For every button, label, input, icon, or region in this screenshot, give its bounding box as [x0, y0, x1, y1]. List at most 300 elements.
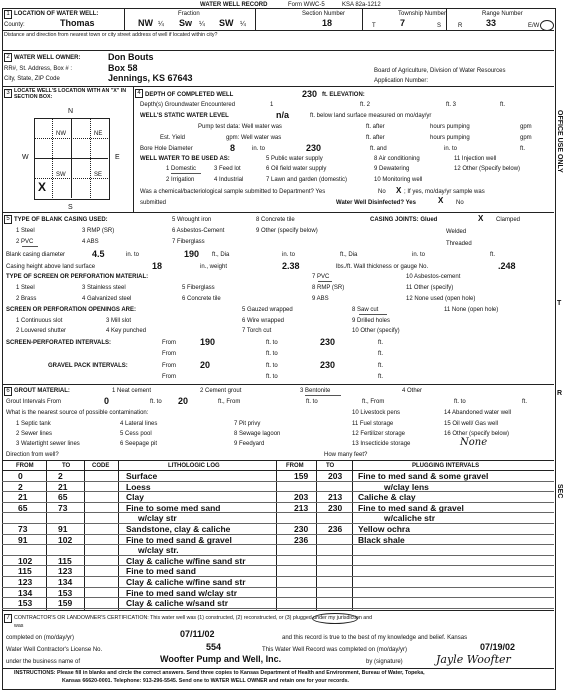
spi-to: 230	[320, 337, 336, 347]
fraction-2: Sw	[179, 18, 193, 28]
screen-1: 1 Steel	[16, 285, 35, 291]
blank-in-to-2: in. to	[412, 252, 426, 258]
record-date: 07/19/02	[480, 642, 516, 652]
grout-intervals-label: Grout Intervals From	[6, 399, 62, 405]
log-from: 0	[18, 471, 23, 481]
bore-and: ft. and	[370, 146, 387, 152]
plug-description: w/caliche str	[384, 513, 436, 524]
pump-gpm: gpm	[520, 124, 532, 130]
grout-to: 20	[178, 396, 189, 406]
gw-label: Depth(s) Groundwater Encountered	[140, 102, 236, 108]
gauge-value: .248	[498, 261, 516, 271]
spi-ftto-2: ft. to	[266, 351, 278, 357]
table-row	[8, 566, 274, 576]
log-to: 134	[58, 577, 73, 587]
blank-ft-dia-2: ft., Dia	[340, 252, 358, 258]
completed-label: completed on (mo/day/yr)	[6, 635, 75, 641]
completed-value: 07/11/02	[180, 629, 215, 639]
business-label: under the business name of	[6, 659, 81, 665]
log-description: Fine to med sand & gravel	[126, 534, 232, 545]
plug-description: Black shale	[358, 534, 405, 545]
opening-9: 9 Drilled holes	[352, 318, 391, 324]
plug-to: 230	[328, 502, 343, 513]
table-row	[8, 588, 274, 598]
casing-8: 8 Concrete tile	[256, 217, 295, 223]
opening-4: 4 Key punched	[106, 328, 147, 334]
casing-label: TYPE OF BLANK CASING USED:	[14, 217, 108, 223]
use-5: 5 Public water supply	[266, 156, 323, 162]
quarter-mark-3: ¼	[240, 21, 246, 28]
screen-5: 5 Fiberglass	[182, 285, 215, 291]
log-to: 115	[58, 555, 72, 566]
quadrant-se: SE	[94, 172, 103, 178]
screen-7: 7 PVC	[312, 274, 330, 280]
screen-9: 9 ABS	[312, 296, 329, 302]
bore-in-to: in. to	[444, 146, 458, 152]
joints-clamped: Clamped	[496, 217, 521, 223]
weight-tail: lbs./ft. Wall thickness or gauge No.	[336, 264, 429, 270]
spi-label: SCREEN-PERFORATED INTERVALS:	[6, 340, 112, 346]
log-from: 153	[18, 598, 33, 609]
range-r: R	[458, 23, 463, 29]
plug-description: Fine to med sand & gravel	[358, 502, 464, 513]
plug-from: 203	[294, 492, 309, 503]
grout-4: 4 Other	[402, 388, 423, 394]
log-to: 123	[58, 566, 73, 577]
owner-label: WATER WELL OWNER:	[14, 55, 81, 61]
use-6: 6 Oil field water supply	[266, 166, 327, 172]
disinfected-label: Water Well Disinfected? Yes	[336, 200, 416, 206]
opening-11: 11 None (open hole)	[444, 307, 499, 313]
log-from: 123	[18, 577, 33, 587]
address-label: RR#, St. Address, Box # :	[4, 66, 73, 72]
log-header-litho: LITHOLOGIC LOG	[168, 463, 220, 469]
sample-x: X	[396, 186, 402, 195]
county-label: County:	[4, 22, 25, 28]
bore-to: in. to	[252, 146, 266, 152]
sample-question: Was a chemical/bacteriological sample submitted to Department? Yes	[140, 189, 326, 195]
yield-ft: ft. after	[366, 135, 385, 141]
opening-7: 7 Torch cut	[242, 328, 272, 334]
grout-2: 2 Cement grout	[200, 388, 242, 394]
screen-8: 8 RMP (SR)	[312, 285, 345, 291]
gp-from-label: From	[162, 363, 176, 369]
disinfected-x: X	[438, 196, 444, 205]
casing-2: 2 PVC	[16, 239, 34, 245]
contam-16: 16 Other (specify below)	[444, 431, 510, 437]
plug-description: w/clay lens	[384, 481, 429, 492]
table-row	[8, 482, 274, 492]
casing-1: 1 Steel	[16, 228, 35, 234]
section-3-number: 3	[4, 89, 12, 98]
gp-ftto-2: ft. to	[266, 374, 278, 380]
log-header-code: CODE	[92, 463, 110, 469]
table-row	[276, 471, 550, 481]
screen-11: 11 Other (specify)	[406, 285, 454, 291]
gp-ft: ft.	[378, 363, 384, 369]
static-label: WELL'S STATIC WATER LEVEL	[140, 113, 229, 119]
spi-ftto: ft. to	[266, 340, 278, 346]
plug-to: 236	[328, 524, 343, 534]
log-description: Clay & caliche w/sand str	[126, 598, 229, 609]
log-description: Sandstone, clay & caliche	[126, 524, 231, 534]
static-value: n/a	[276, 110, 290, 120]
contamination-none: None	[460, 437, 488, 448]
log-from: 65	[18, 502, 28, 513]
log-to: 159	[58, 598, 73, 609]
gw-2: ft. 2	[360, 102, 371, 108]
depth-value: 230	[302, 89, 318, 99]
margin-t: T	[557, 300, 562, 307]
log-description: Fine to med sand w/clay str	[126, 587, 238, 598]
gp-label: GRAVEL PACK INTERVALS:	[48, 363, 128, 369]
opening-1: 1 Continuous slot	[16, 318, 63, 324]
table-row	[8, 535, 274, 545]
instructions-line-1: INSTRUCTIONS: Please fill in blanks and circle the correct answers. Send three copies to Kansas Department of Health and Environment, Bureau of Water, Topeka,	[14, 670, 425, 676]
license-value: 554	[206, 642, 222, 652]
table-row	[276, 482, 550, 492]
contam-7: 7 Pit privy	[234, 421, 261, 427]
quadrant-ne: NE	[94, 131, 103, 137]
contam-12: 12 Fertilizer storage	[352, 431, 406, 437]
grout-tail-4: ft. to	[454, 399, 466, 405]
table-row	[276, 503, 550, 513]
quarter-mark-1: ¼	[158, 21, 164, 28]
joints-welded: Welded	[446, 229, 467, 235]
use-2: 2 Irrigation	[166, 177, 195, 183]
log-header-from-2: FROM	[286, 463, 304, 469]
use-1: 1 Domestic	[166, 166, 197, 172]
county-value: Thomas	[60, 18, 95, 28]
quadrant-nw: NW	[56, 131, 66, 137]
table-row	[8, 545, 274, 555]
record-label: This Water Well Record was completed on (mo/day/yr)	[262, 647, 408, 653]
margin-r: R	[557, 390, 563, 397]
plug-from: 213	[294, 502, 309, 513]
joints-x: X	[478, 214, 484, 223]
yield-label: Est. Yield	[160, 135, 186, 141]
log-description: Fine to med sand	[126, 566, 196, 577]
joints-label: CASING JOINTS: Glued	[370, 217, 438, 223]
grout-tail-5: ft.	[522, 399, 528, 405]
margin-sec: SEC	[556, 484, 563, 499]
gp-to: 230	[320, 360, 336, 370]
fraction-1: NW	[138, 18, 153, 28]
sample-tail: ; If yes, mo/day/yr sample was	[404, 189, 485, 195]
log-description: w/clay str.	[138, 545, 179, 556]
section-number-label: Section Number	[302, 11, 346, 17]
bore-label: Bore Hole Diameter	[140, 146, 193, 152]
spi-ft: ft.	[378, 340, 384, 346]
opening-2: 2 Louvered shutter	[16, 328, 67, 334]
form-number: Form WWC-5	[288, 2, 325, 8]
spi-from-label: From	[162, 340, 176, 346]
log-to: 73	[58, 502, 68, 513]
fraction-label: Fraction	[178, 11, 200, 17]
log-from: 102	[18, 555, 33, 566]
certification-text: CONTRACTOR'S OR LANDOWNER'S CERTIFICATION: This water well was (1) constructed, (2) reconstructed, or (3) plugged under my jurisdiction and	[14, 615, 373, 621]
contam-2: 2 Sewer lines	[16, 431, 53, 437]
pump-hours: hours pumping	[430, 124, 470, 130]
log-description: Clay & caliche w/fine sand str	[126, 577, 246, 587]
section-4-number: 4	[135, 89, 143, 98]
use-10: 10 Monitoring well	[374, 177, 423, 183]
section-6-number: 6	[4, 387, 12, 396]
direction-label: Direction from well?	[6, 452, 59, 458]
screen-12: 12 None used (open hole)	[406, 296, 476, 302]
casing-7: 7 Fiberglass	[172, 239, 205, 245]
grout-tail-1: ft., From	[218, 399, 241, 405]
opening-3: 3 Mill slot	[106, 318, 132, 324]
compass-s: S	[68, 204, 73, 211]
casing-5: 5 Wrought iron	[172, 217, 212, 223]
pump-label: Pump test data: Well water was	[198, 124, 282, 130]
log-description: Clay & caliche w/fine sand str	[126, 555, 246, 566]
screen-label: TYPE OF SCREEN OR PERFORATION MATERIAL:	[6, 274, 149, 280]
log-to: 65	[58, 492, 68, 503]
table-row	[276, 492, 550, 502]
grout-to-label: ft. to	[150, 399, 162, 405]
range-value: 33	[486, 18, 497, 28]
plug-from: 236	[294, 534, 309, 545]
log-description: Fine to some med sand	[126, 502, 221, 513]
address-value: Box 58	[108, 63, 138, 73]
use-12: 12 Other (Specify below)	[454, 166, 521, 172]
application-label: Application Number:	[374, 78, 429, 84]
business-value: Woofter Pump and Well, Inc.	[160, 654, 282, 664]
contam-4: 4 Lateral lines	[120, 421, 158, 427]
range-dir: E/W	[528, 23, 540, 29]
plug-to: 213	[328, 492, 343, 503]
township-value: 7	[400, 18, 406, 28]
spi-from: 190	[200, 337, 216, 347]
instructions-line-2: Kansas 66620-0001. Telephone: 913-296-5545. Send one to WATER WELL OWNER and retain one for your records.	[62, 678, 349, 684]
casing-9: 9 Other (specify below)	[256, 228, 318, 234]
blank-dia-value: 4.5	[92, 249, 105, 259]
grout-from: 0	[104, 396, 110, 406]
plug-from: 159	[294, 471, 309, 481]
use-9: 9 Dewatering	[374, 166, 410, 172]
joints-threaded: Threaded	[446, 241, 472, 247]
submitted-label: submitted	[140, 200, 167, 206]
location-label: LOCATION OF WATER WELL:	[14, 11, 99, 17]
log-to: 102	[58, 534, 73, 545]
contam-10: 10 Livestock pens	[352, 410, 401, 416]
distance-label: Distance and direction from nearest town or city street address of well if located within city?	[4, 32, 218, 38]
gw-3: ft. 3	[446, 102, 457, 108]
use-7: 7 Lawn and garden (domestic)	[266, 177, 348, 183]
log-to: 2	[58, 471, 63, 481]
blank-to: in. to	[126, 252, 140, 258]
contam-3: 3 Watertight sewer lines	[16, 441, 80, 447]
screen-6: 6 Concrete tile	[182, 296, 221, 302]
bore-value: 8	[230, 143, 236, 153]
grout-tail-2: ft. to	[306, 399, 318, 405]
contam-9: 9 Feedyard	[234, 441, 265, 447]
compass-w: W	[22, 154, 29, 161]
plug-description: Caliche & clay	[358, 492, 416, 503]
township-t: T	[372, 23, 376, 29]
section-number-value: 18	[322, 18, 333, 28]
screen-2: 2 Brass	[16, 296, 37, 302]
plug-description: Yellow ochra	[358, 524, 410, 534]
use-11: 11 Injection well	[454, 156, 497, 162]
location-mark: X	[38, 180, 47, 194]
grout-tail-3: ft., From	[362, 399, 385, 405]
log-header-from: FROM	[16, 463, 34, 469]
section-7-number: 7	[4, 614, 12, 623]
ksa-number: KSA 82a-1212	[342, 2, 381, 8]
contam-11: 11 Fuel storage	[352, 421, 394, 427]
plug-description: Fine to med sand & some gravel	[358, 471, 489, 481]
opening-10: 10 Other (specify)	[352, 328, 400, 334]
blank-dia-label: Blank casing diameter	[6, 252, 66, 258]
fraction-3: SW	[219, 18, 234, 28]
table-row	[276, 524, 550, 534]
contam-6: 6 Seepage pit	[120, 441, 158, 447]
log-from: 134	[18, 587, 33, 598]
blank-ft-dia: ft., Dia	[212, 252, 230, 258]
table-row	[276, 513, 550, 523]
gw-1: 1	[270, 102, 274, 108]
log-header-to-2: TO	[326, 463, 335, 469]
city-label: City, State, ZIP Code	[4, 76, 60, 82]
log-header-plugging: PLUGGING INTERVALS	[412, 463, 480, 469]
true-text: and this record is true to the best of my knowledge and belief. Kansas	[282, 635, 468, 641]
range-label: Range Number	[482, 11, 523, 17]
log-from: 2	[18, 481, 23, 492]
yield-gpm: gpm	[520, 135, 532, 141]
log-to: 153	[58, 587, 73, 598]
table-row	[8, 471, 274, 481]
gp-from: 20	[200, 360, 211, 370]
log-description: w/clay str	[138, 513, 177, 524]
gp-ftto: ft. to	[266, 363, 278, 369]
grout-label: GROUT MATERIAL:	[14, 388, 70, 394]
locate-label: LOCATE WELL'S LOCATION WITH AN "X" IN SECTION BOX:	[14, 88, 127, 100]
table-row	[8, 503, 274, 513]
table-row	[8, 513, 274, 523]
constructed-circle	[312, 613, 358, 624]
sample-no: No	[378, 189, 386, 195]
contam-1: 1 Septic tank	[16, 421, 51, 427]
table-row	[8, 598, 274, 608]
gw-ft: ft.	[500, 102, 506, 108]
yield-mid: gpm: Well water was	[226, 135, 282, 141]
contam-15: 15 Oil well/ Gas well	[444, 421, 499, 427]
table-row	[8, 556, 274, 566]
disinfected-no: No	[456, 200, 464, 206]
contam-5: 5 Cess pool	[120, 431, 152, 437]
screen-10: 10 Asbestos-cement	[406, 274, 461, 280]
quadrant-sw: SW	[56, 172, 66, 178]
section-1-number: 1	[4, 10, 12, 19]
section-5-number: 5	[4, 215, 12, 224]
blank-ft-3: ft.	[490, 252, 496, 258]
form-title: WATER WELL RECORD	[200, 2, 268, 8]
license-label: Water Well Contractor's License No.	[6, 647, 103, 653]
quarter-mark-2: ¼	[199, 21, 205, 28]
opening-5: 5 Gauzed wrapped	[242, 307, 293, 313]
gp-ft-2: ft.	[378, 374, 384, 380]
table-row	[8, 492, 274, 502]
city-value: Jennings, KS 67643	[108, 73, 193, 83]
log-description: Loess	[126, 481, 151, 492]
log-from: 91	[18, 534, 28, 545]
use-8: 8 Air conditioning	[374, 156, 420, 162]
compass-e: E	[115, 154, 120, 161]
depth-label: DEPTH OF COMPLETED WELL	[145, 92, 234, 98]
compass-n: N	[68, 108, 74, 115]
contam-8: 8 Sewage lagoon	[234, 431, 281, 437]
grout-1: 1 Neat cement	[112, 388, 152, 394]
bore-ft: ft.	[520, 146, 526, 152]
static-tail: ft. below land surface measured on mo/day/yr	[310, 113, 432, 119]
plug-from: 230	[294, 524, 309, 534]
contam-13: 13 Insecticide storage	[352, 441, 411, 447]
weight-value: 2.38	[282, 261, 300, 271]
spi-from-label-2: From	[162, 351, 176, 357]
screen-3: 3 Stainless steel	[82, 285, 126, 291]
opening-8: 8 Saw cut	[352, 307, 379, 313]
spi-ft-2: ft.	[378, 351, 384, 357]
casing-4: 4 ABS	[82, 239, 99, 245]
section-2-number: 2	[4, 53, 12, 62]
pump-ft: ft. after	[366, 124, 385, 130]
township-label: Township Number	[398, 11, 447, 17]
height-mid: in., weight	[200, 264, 228, 270]
yield-hours: hours pumping	[430, 135, 470, 141]
log-description: Clay	[126, 492, 144, 503]
log-to: 91	[58, 524, 68, 534]
screen-4: 4 Galvanized steel	[82, 296, 132, 302]
use-4: 4 Industrial	[214, 177, 244, 183]
table-row	[276, 535, 550, 545]
board-text: Board of Agriculture, Division of Water Resources	[374, 68, 506, 74]
table-row	[8, 577, 274, 587]
log-to: 21	[58, 481, 68, 492]
how-many-feet-label: How many feet?	[324, 452, 368, 458]
log-header-to: TO	[62, 463, 71, 469]
contam-14: 14 Abandoned water well	[444, 410, 512, 416]
height-label: Casing height above land surface	[6, 264, 96, 270]
owner-value: Don Bouts	[108, 52, 154, 62]
log-description: Surface	[126, 471, 158, 481]
certification-was: was	[14, 623, 24, 629]
log-from: 115	[18, 566, 32, 577]
signature-label: by (signature)	[366, 659, 403, 665]
opening-6: 6 Wire wrapped	[242, 318, 285, 324]
grout-3: 3 Bentonite	[300, 388, 331, 394]
log-from: 73	[18, 524, 28, 534]
depth-unit: ft. ELEVATION:	[322, 92, 365, 98]
casing-6: 6 Asbestos-Cement	[172, 228, 225, 234]
office-use-only: OFFICE USE ONLY	[556, 110, 563, 173]
openings-label: SCREEN OR PERFORATION OPENINGS ARE:	[6, 307, 137, 313]
township-dir: S	[437, 23, 442, 29]
plug-to: 203	[328, 471, 343, 481]
blank-depth: 190	[184, 249, 200, 259]
casing-3: 3 RMP (SR)	[82, 228, 115, 234]
gp-from-label-2: From	[162, 374, 176, 380]
log-from: 21	[18, 492, 28, 503]
bore-depth: 230	[306, 143, 322, 153]
blank-in-to: in. to	[282, 252, 296, 258]
signature: Jayle Woofter	[436, 653, 511, 666]
height-value: 18	[152, 261, 163, 271]
use-3: 3 Feed lot	[214, 166, 241, 172]
use-label: WELL WATER TO BE USED AS:	[140, 156, 230, 162]
